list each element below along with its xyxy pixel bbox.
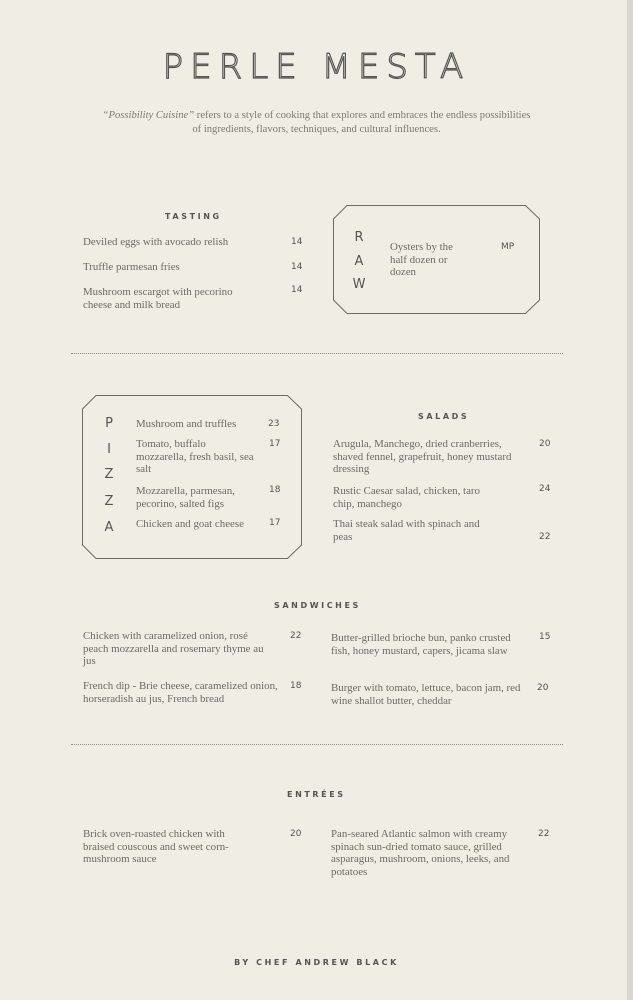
pizza-item-name: Mozzarella, parmesan, pecorino, salted figs [136, 485, 235, 510]
sandwiches-item-name: Butter-grilled brioche bun, panko crusted fish, honey mustard, capers, jicama slaw [331, 632, 511, 657]
raw-item-name: Oysters by the half dozen or dozen [390, 241, 453, 279]
tasting-item-name: Truffle parmesan fries [83, 261, 180, 273]
pizza-letter: Z [104, 494, 114, 509]
pizza-item-price: 23 [268, 419, 280, 429]
tasting-item-name: Mushroom escargot with pecorino cheese and milk bread [83, 286, 233, 311]
pizza-item-price: 17 [269, 439, 281, 449]
pizza-item-name: Chicken and goat cheese [136, 518, 244, 530]
salads-item-price: 20 [539, 439, 551, 449]
sandwiches-item-price: 15 [539, 632, 551, 642]
entrees-item-name: Brick oven-roasted chicken with braised couscous and sweet corn-mushroom sauce [83, 828, 229, 866]
salads-item-name: Rustic Caesar salad, chicken, taro chip, manchego [333, 485, 480, 510]
sandwiches-item-price: 22 [290, 631, 302, 641]
sandwiches-item-price: 18 [290, 681, 302, 691]
dotted-divider [71, 744, 563, 745]
sandwiches-item-name: Chicken with caramelized onion, rosé peach mozzarella and rosemary thyme au jus [83, 630, 264, 668]
tasting-title: TASTING [165, 212, 222, 221]
pizza-letter: P [105, 416, 113, 431]
pizza-item-price: 17 [269, 518, 281, 528]
intro-body: refers to a style of cooking that explores and embraces the endless possibilities of ingredients, flavors, techniques, and cultural influences. [192, 110, 531, 135]
pizza-letter: Z [104, 467, 114, 482]
raw-letter: R [354, 230, 364, 245]
page-edge [627, 0, 633, 1000]
tasting-item-price: 14 [291, 262, 303, 272]
intro-emphasis: “Possibility Cuisine” [102, 110, 195, 121]
pizza-letter: I [107, 442, 111, 457]
entrees-item-name: Pan-seared Atlantic salmon with creamy spinach sun-dried tomato sauce, grilled asparagus, mushroom, onions, leeks, and potatoes [331, 828, 510, 878]
pizza-item-price: 18 [269, 485, 281, 495]
raw-letter: W [352, 277, 366, 292]
pizza-letter: A [104, 520, 114, 535]
pizza-item-name: Tomato, buffalo mozzarella, fresh basil, sea salt [136, 438, 254, 476]
tasting-item-price: 14 [291, 285, 303, 295]
sandwiches-item-name: French dip - Brie cheese, caramelized onion, horseradish au jus, French bread [83, 680, 278, 705]
entrees-item-price: 20 [290, 829, 302, 839]
raw-letter: A [354, 254, 364, 269]
tasting-item-price: 14 [291, 237, 303, 247]
raw-item-price: MP [501, 242, 515, 252]
chef-credit: BY CHEF ANDREW BLACK [234, 958, 399, 967]
intro-text [100, 109, 533, 137]
tasting-item-name: Deviled eggs with avocado relish [83, 236, 229, 248]
salads-item-price: 22 [539, 532, 551, 542]
sandwiches-item-name: Burger with tomato, lettuce, bacon jam, red wine shallot butter, cheddar [331, 682, 521, 707]
salads-item-price: 24 [539, 484, 551, 494]
restaurant-name: PERLE MESTA [162, 47, 471, 87]
salads-item-name: Arugula, Manchego, dried cranberries, shaved fennel, grapefruit, honey mustard dressing [333, 438, 512, 476]
sandwiches-item-price: 20 [537, 683, 549, 693]
entrees-item-price: 22 [538, 829, 550, 839]
sandwiches-title: SANDWICHES [274, 601, 361, 610]
dotted-divider [71, 353, 563, 354]
pizza-item-name: Mushroom and truffles [136, 418, 237, 430]
salads-title: SALADS [418, 412, 470, 421]
entrees-title: ENTRÉES [287, 790, 346, 799]
salads-item-name: Thai steak salad with spinach and peas [333, 518, 480, 543]
